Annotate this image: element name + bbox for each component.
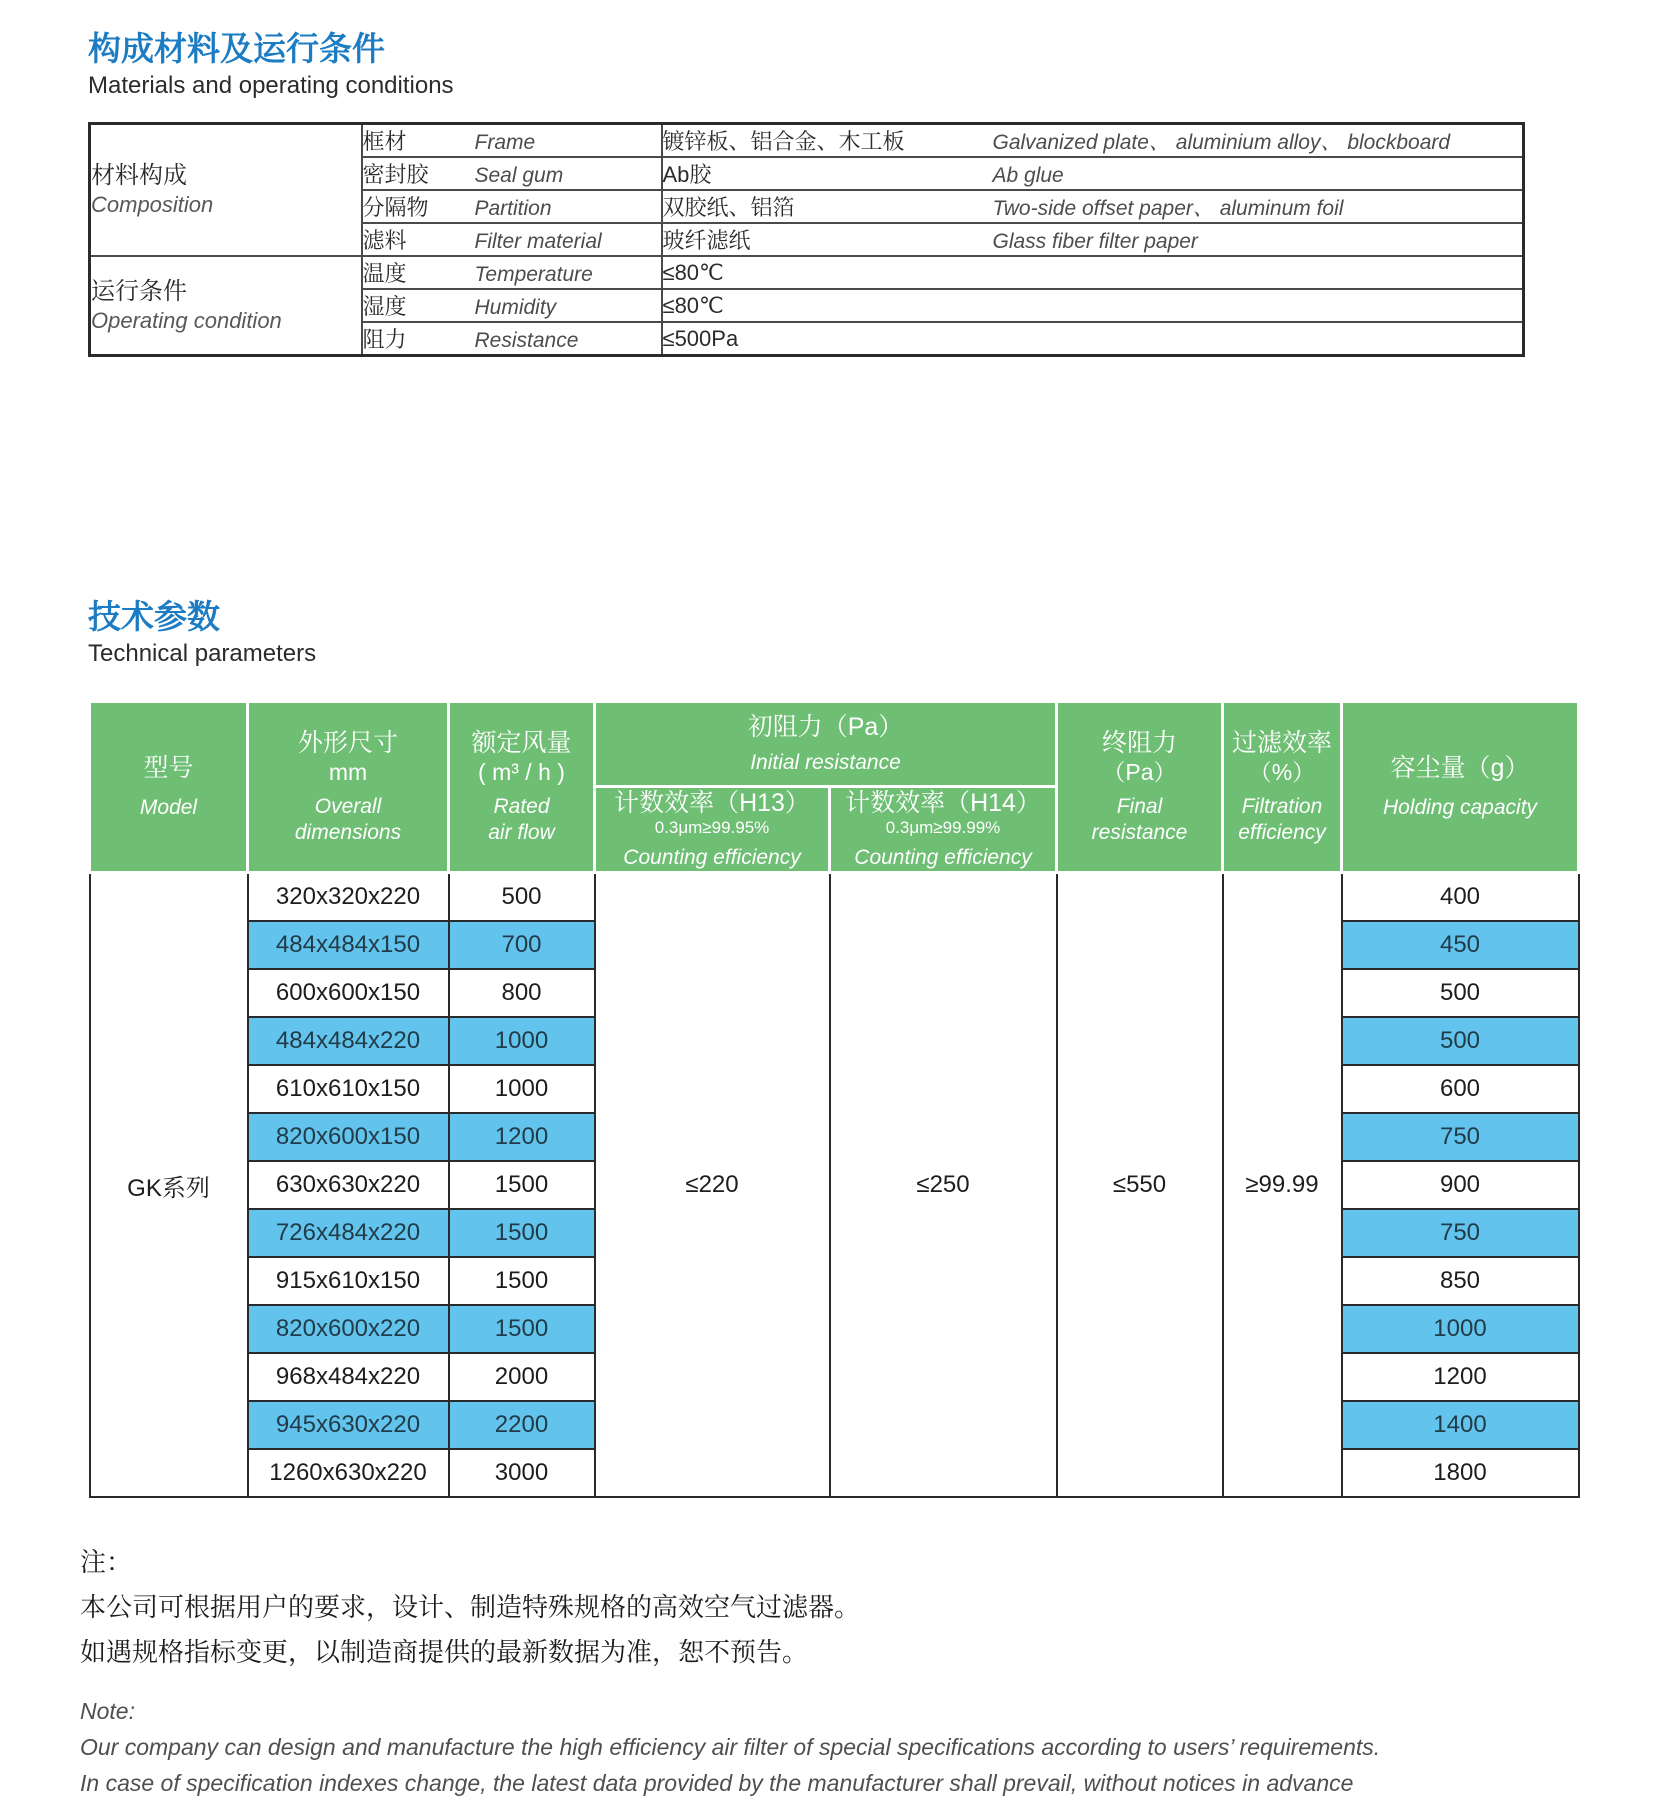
airflow-header: [449, 702, 595, 873]
property-name-cn: 分隔物: [362, 195, 429, 220]
property-value-cell: [662, 256, 1524, 289]
dim-cell: 1260x630x220: [248, 1449, 449, 1497]
filtration-header: [1223, 702, 1342, 873]
final-resistance-header-en1: Final: [1116, 795, 1163, 818]
group-label-cn: 运行条件: [91, 277, 187, 305]
section1-subtitle: Materials and operating conditions: [88, 72, 454, 99]
note-label-cn: 注：: [80, 1547, 133, 1577]
note-line-en-2: In case of specification indexes change, the latest data provided by the manufacturer shall prevail, without notices in advance: [80, 1770, 1354, 1796]
h13-header-cn: 计数效率（H13）: [614, 789, 810, 817]
section2-heading: [88, 598, 316, 670]
capacity-cell: 750: [1342, 1209, 1579, 1257]
section2-title: 技术参数: [88, 598, 220, 635]
final-resistance-header-unit: （Pa）: [1102, 759, 1177, 785]
property-value-en: Glass fiber filter paper: [992, 230, 1198, 253]
h13-header-en: Counting efficiency: [623, 846, 801, 869]
property-name-en: Humidity: [474, 296, 557, 319]
dimensions-header: [248, 702, 449, 873]
filtration-header-cn: 过滤效率: [1231, 729, 1332, 757]
dim-cell: 945x630x220: [248, 1401, 449, 1449]
model-header: [90, 702, 248, 873]
property-name-cn: 滤料: [362, 228, 407, 253]
property-name-en: Temperature: [474, 263, 593, 286]
property-name-cn: 温度: [362, 261, 407, 286]
property-name-cn: 框材: [362, 129, 407, 154]
property-name-en: Seal gum: [474, 164, 564, 187]
dim-cell: 726x484x220: [248, 1209, 449, 1257]
property-value-en: Two-side offset paper、 aluminum foil: [992, 197, 1344, 220]
property-name-cn: 湿度: [362, 294, 407, 319]
note-line-cn-1: 本公司可根据用户的要求，设计、制造特殊规格的高效空气过滤器。: [80, 1592, 861, 1622]
property-name-en: Filter material: [474, 230, 602, 253]
capacity-cell: 600: [1342, 1065, 1579, 1113]
flow-cell: 1200: [449, 1113, 595, 1161]
flow-cell: 1500: [449, 1305, 595, 1353]
filtration-header-unit: （%）: [1248, 759, 1316, 785]
dim-cell: 820x600x220: [248, 1305, 449, 1353]
property-value-cell: [662, 124, 1524, 158]
flow-cell: 3000: [449, 1449, 595, 1497]
notes-block: [80, 1540, 1600, 1801]
group-label-composition: [90, 124, 362, 257]
table-row: [90, 873, 1579, 922]
property-name-cell: [362, 322, 662, 356]
flow-cell: 1500: [449, 1209, 595, 1257]
property-name-cell: [362, 190, 662, 223]
note-label-en: Note:: [80, 1698, 135, 1724]
property-value-cn: 玻纤滤纸: [662, 228, 751, 253]
h14-header-en: Counting efficiency: [854, 846, 1032, 869]
group-label-operating: [90, 256, 362, 356]
property-name-en: Frame: [474, 131, 536, 154]
initial-resistance-header-cn: 初阻力（Pa）: [747, 713, 904, 741]
model-header-en: Model: [139, 796, 198, 819]
capacity-cell: 750: [1342, 1113, 1579, 1161]
capacity-cell: 450: [1342, 921, 1579, 969]
flow-cell: 700: [449, 921, 595, 969]
table-row: [90, 124, 1524, 158]
h14-value-cell: ≤250: [830, 873, 1057, 1498]
dim-cell: 484x484x220: [248, 1017, 449, 1065]
section2-subtitle: Technical parameters: [88, 640, 317, 667]
initial-resistance-header-en: Initial resistance: [750, 751, 901, 774]
holding-capacity-header: [1342, 702, 1579, 873]
dim-cell: 610x610x150: [248, 1065, 449, 1113]
note-line-en-1: Our company can design and manufacture the high efficiency air filter of special specifications according to users’ requirements.: [80, 1734, 1381, 1760]
final-resistance-value-cell: ≤550: [1057, 873, 1223, 1498]
group-label-en: Operating condition: [91, 307, 282, 333]
capacity-cell: 500: [1342, 969, 1579, 1017]
property-name-cell: [362, 157, 662, 190]
capacity-cell: 850: [1342, 1257, 1579, 1305]
property-name-en: Resistance: [474, 329, 579, 352]
airflow-header-en2: air flow: [488, 821, 555, 844]
property-name-cell: [362, 256, 662, 289]
flow-cell: 1500: [449, 1257, 595, 1305]
property-value-cn: 镀锌板、铝合金、木工板: [662, 129, 905, 154]
property-value-cell: [662, 223, 1524, 256]
model-cell: GK系列: [90, 873, 248, 1498]
capacity-cell: 500: [1342, 1017, 1579, 1065]
dimensions-header-en2: dimensions: [294, 821, 402, 844]
dimensions-header-unit: mm: [328, 759, 368, 785]
filtration-header-en1: Filtration: [1241, 795, 1323, 818]
property-value-cn: 双胶纸、铝箔: [662, 195, 795, 220]
flow-cell: 2200: [449, 1401, 595, 1449]
final-resistance-header-cn: 终阻力: [1101, 729, 1177, 757]
dimensions-header-en1: Overall: [314, 795, 382, 818]
dim-cell: 820x600x150: [248, 1113, 449, 1161]
property-name-cn: 密封胶: [362, 162, 429, 187]
materials-table: [88, 122, 1525, 357]
capacity-cell: 1200: [1342, 1353, 1579, 1401]
property-value-cn: ≤80℃: [662, 259, 724, 285]
holding-capacity-header-en: Holding capacity: [1382, 796, 1538, 819]
parameters-table: [88, 700, 1580, 1498]
section1-heading: [88, 30, 454, 102]
property-value-cell: [662, 157, 1524, 190]
property-name-cn: 阻力: [362, 327, 407, 352]
property-name-cell: [362, 289, 662, 322]
dim-cell: 600x600x150: [248, 969, 449, 1017]
h13-header: [595, 787, 830, 873]
dim-cell: 968x484x220: [248, 1353, 449, 1401]
property-value-cell: [662, 190, 1524, 223]
property-value-cn: Ab胶: [662, 162, 712, 187]
property-value-en: Galvanized plate、 aluminium alloy、 blockboard: [992, 131, 1451, 154]
capacity-cell: 1800: [1342, 1449, 1579, 1497]
h14-header: [830, 787, 1057, 873]
capacity-cell: 400: [1342, 873, 1579, 922]
flow-cell: 800: [449, 969, 595, 1017]
flow-cell: 1500: [449, 1161, 595, 1209]
dimensions-header-cn: 外形尺寸: [297, 729, 398, 757]
flow-cell: 500: [449, 873, 595, 922]
table-row: [90, 256, 1524, 289]
note-line-cn-2: 如遇规格指标变更，以制造商提供的最新数据为准，恕不预告。: [80, 1637, 809, 1667]
property-value-cell: [662, 322, 1524, 356]
dim-cell: 915x610x150: [248, 1257, 449, 1305]
dim-cell: 320x320x220: [248, 873, 449, 922]
model-header-cn: 型号: [143, 754, 194, 782]
dim-cell: 630x630x220: [248, 1161, 449, 1209]
property-name-cell: [362, 223, 662, 256]
property-name-en: Partition: [474, 197, 552, 220]
property-value-cn: ≤500Pa: [662, 325, 739, 351]
property-name-cell: [362, 124, 662, 158]
capacity-cell: 900: [1342, 1161, 1579, 1209]
group-label-en: Composition: [91, 192, 214, 217]
final-resistance-header: [1057, 702, 1223, 873]
airflow-header-unit: ( m³ / h ): [478, 759, 565, 785]
initial-resistance-header: [595, 702, 1057, 787]
h14-header-spec: 0.3μm≥99.99%: [885, 818, 1001, 837]
filtration-header-en2: efficiency: [1238, 821, 1326, 844]
filtration-value-cell: ≥99.99: [1223, 873, 1342, 1498]
airflow-header-en1: Rated: [493, 795, 550, 818]
property-value-cn: ≤80℃: [662, 292, 724, 318]
final-resistance-header-en2: resistance: [1091, 821, 1188, 844]
property-value-cell: [662, 289, 1524, 322]
flow-cell: 1000: [449, 1065, 595, 1113]
header-row-1: [90, 702, 1579, 787]
section1-title: 构成材料及运行条件: [88, 30, 385, 67]
h13-header-spec: 0.3μm≥99.95%: [654, 818, 770, 837]
group-label-cn: 材料构成: [91, 162, 187, 189]
h14-header-cn: 计数效率（H14）: [845, 789, 1041, 817]
flow-cell: 1000: [449, 1017, 595, 1065]
flow-cell: 2000: [449, 1353, 595, 1401]
h13-value-cell: ≤220: [595, 873, 830, 1498]
capacity-cell: 1400: [1342, 1401, 1579, 1449]
property-value-en: Ab glue: [992, 164, 1064, 187]
airflow-header-cn: 额定风量: [471, 729, 572, 757]
holding-capacity-header-cn: 容尘量（g）: [1390, 754, 1530, 782]
dim-cell: 484x484x150: [248, 921, 449, 969]
capacity-cell: 1000: [1342, 1305, 1579, 1353]
